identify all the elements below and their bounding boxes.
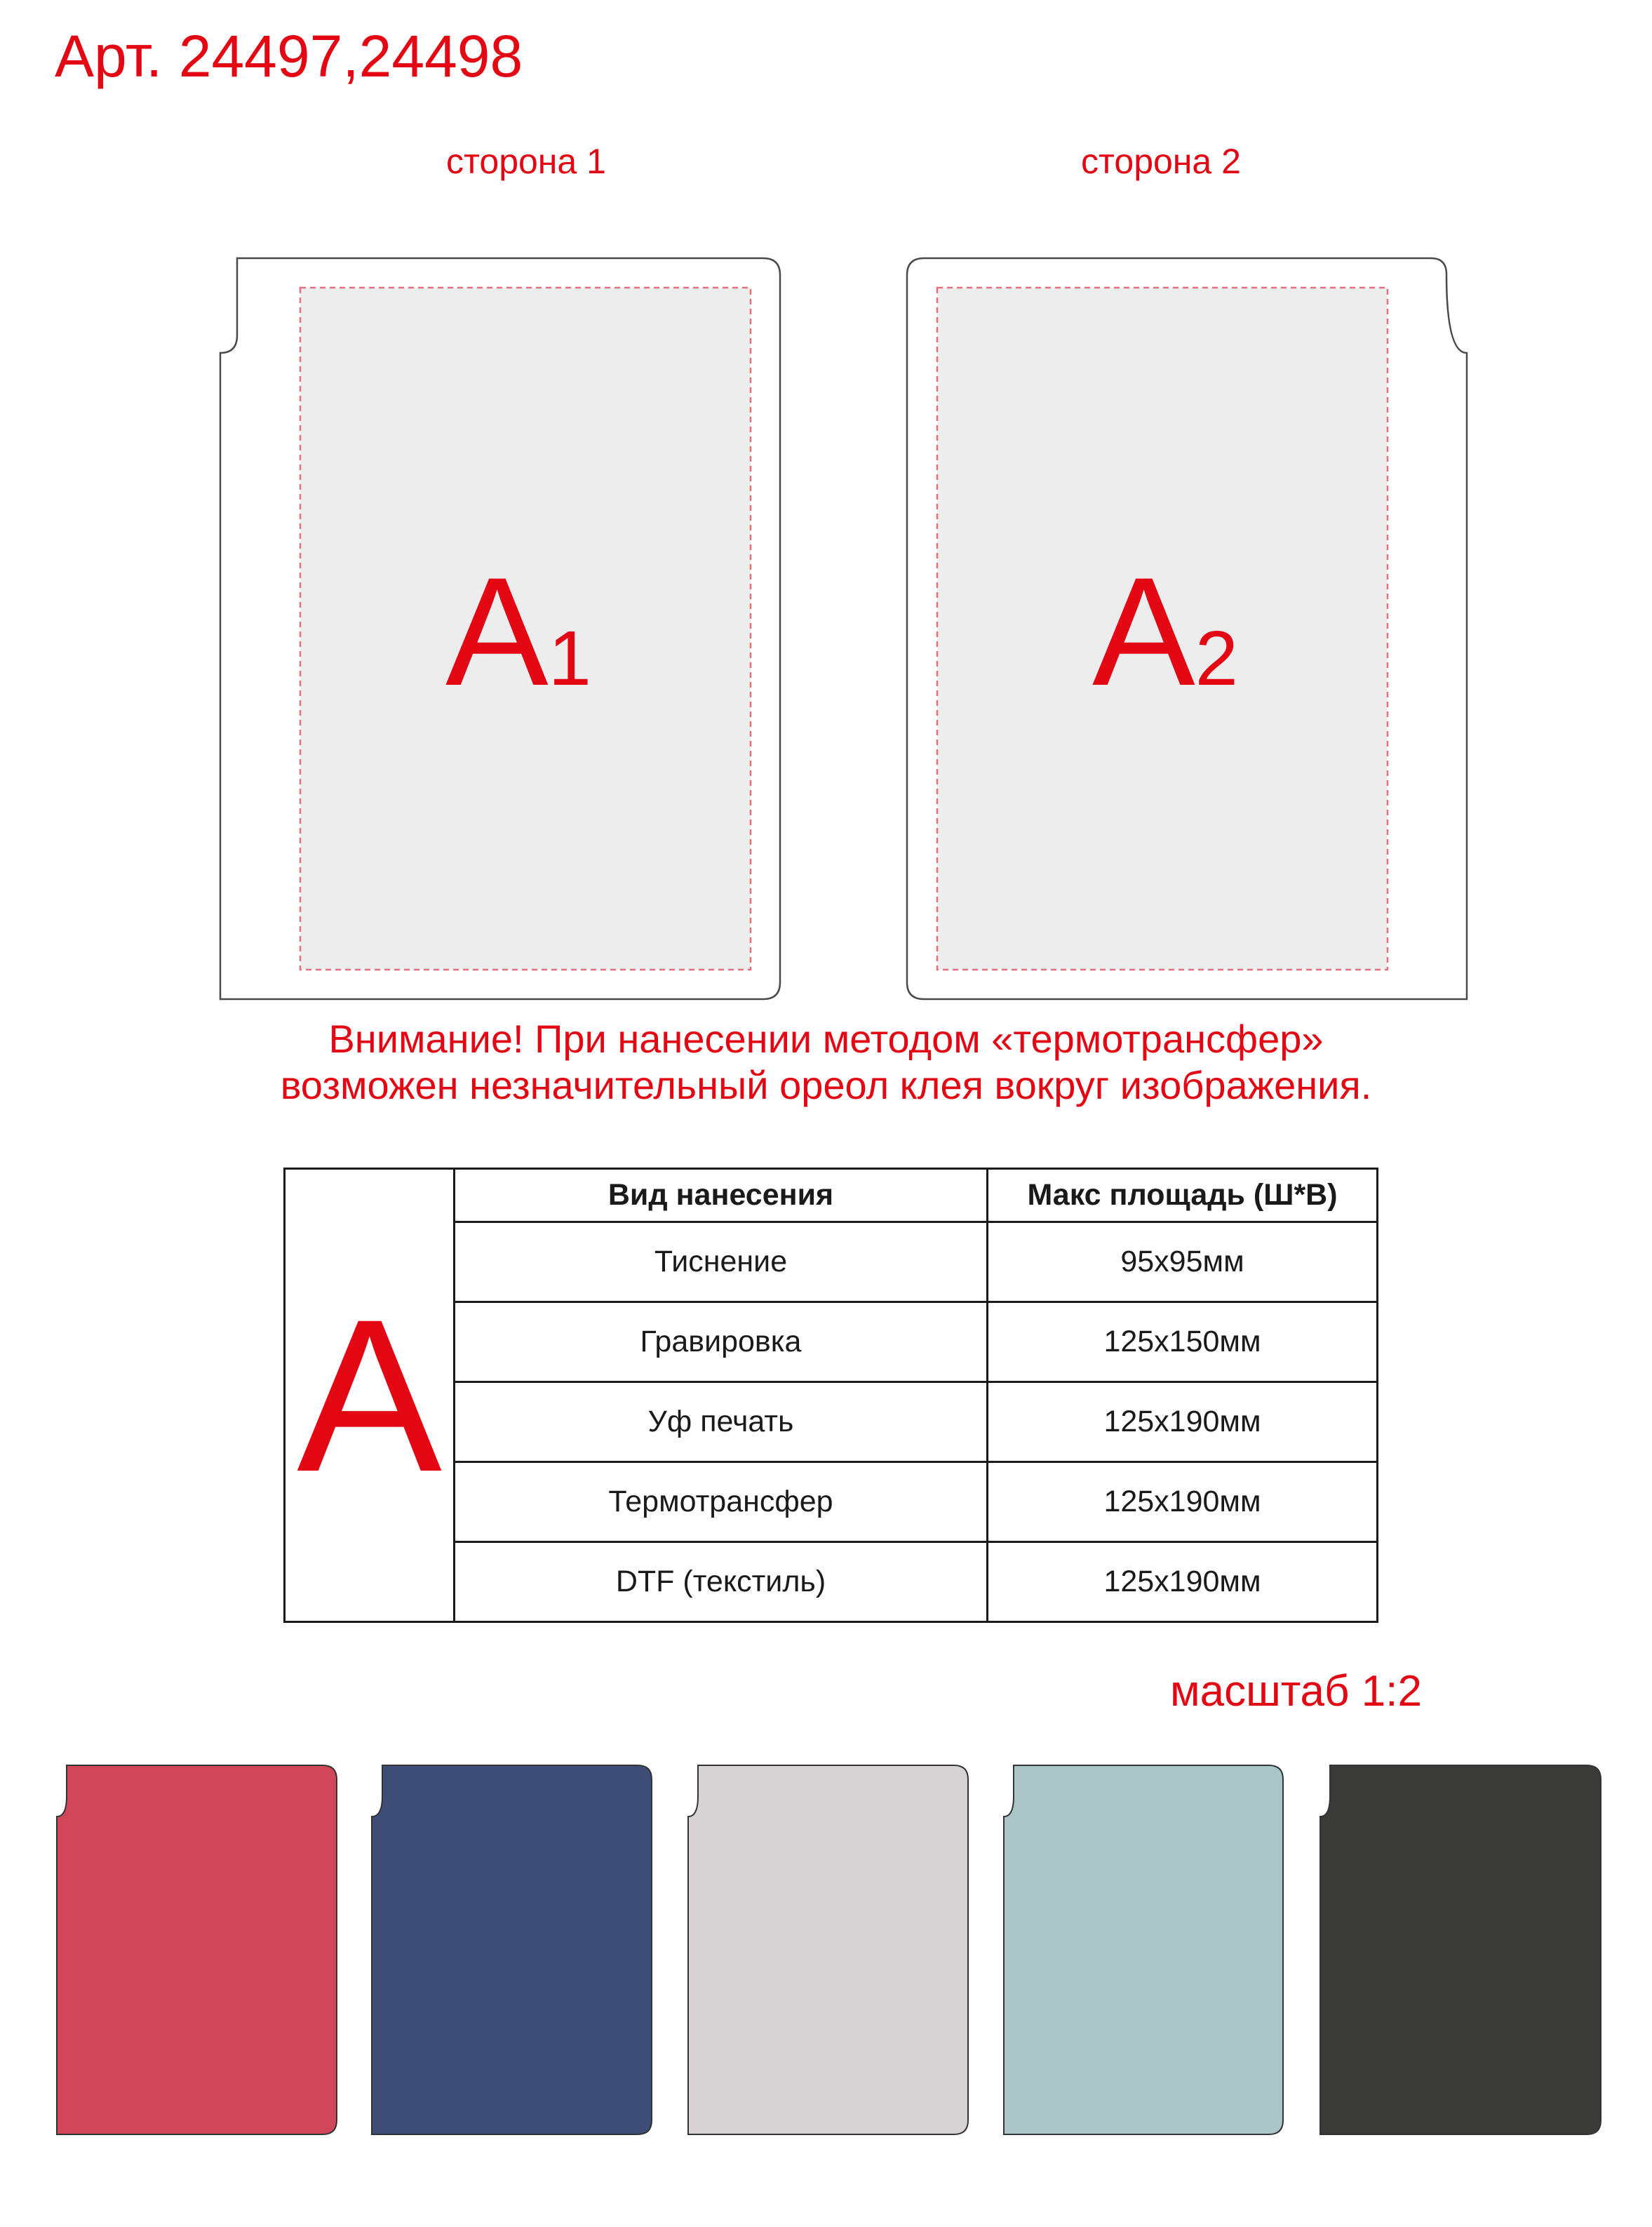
area-letter: A bbox=[1092, 545, 1195, 718]
method-cell: DTF (текстиль) bbox=[455, 1542, 988, 1622]
color-swatch-3 bbox=[688, 1765, 968, 2134]
area-index: 2 bbox=[1195, 615, 1238, 702]
area-letter: A bbox=[445, 545, 549, 718]
print-methods-table bbox=[283, 1168, 1378, 1623]
area-cell: 125х190мм bbox=[988, 1382, 1378, 1462]
side-1-label: сторона 1 bbox=[446, 142, 606, 181]
color-swatch-2 bbox=[372, 1765, 652, 2134]
area-cell: 125х190мм bbox=[988, 1462, 1378, 1542]
table-header-row bbox=[285, 1169, 1378, 1222]
area-index: 1 bbox=[548, 615, 591, 702]
print-area-a2-label bbox=[1092, 545, 1238, 718]
scale-label: масштаб 1:2 bbox=[1170, 1667, 1422, 1716]
method-cell: Тиснение bbox=[455, 1222, 988, 1302]
header-max-area: Макс площадь (Ш*В) bbox=[988, 1169, 1378, 1222]
method-cell: Гравировка bbox=[455, 1302, 988, 1382]
method-cell: Уф печать bbox=[455, 1382, 988, 1462]
area-cell: 95х95мм bbox=[988, 1222, 1378, 1302]
area-letter-cell: A bbox=[285, 1169, 455, 1622]
warning-note bbox=[0, 1016, 1652, 1109]
color-swatch-4 bbox=[1004, 1765, 1283, 2134]
warning-line-2: возможен незначительный ореол клея вокруг изображения. bbox=[280, 1063, 1372, 1107]
area-cell: 125х190мм bbox=[988, 1542, 1378, 1622]
side-2-label: сторона 2 bbox=[1081, 142, 1241, 181]
print-area-a1-label bbox=[445, 545, 591, 718]
method-cell: Термотрансфер bbox=[455, 1462, 988, 1542]
warning-line-1: Внимание! При нанесении методом «термотрансфер» bbox=[328, 1017, 1324, 1061]
page-title: Арт. 24497,24498 bbox=[55, 23, 523, 89]
color-swatch-1 bbox=[57, 1765, 337, 2134]
area-cell: 125х150мм bbox=[988, 1302, 1378, 1382]
color-swatch-5 bbox=[1320, 1765, 1601, 2134]
header-method: Вид нанесения bbox=[455, 1169, 988, 1222]
